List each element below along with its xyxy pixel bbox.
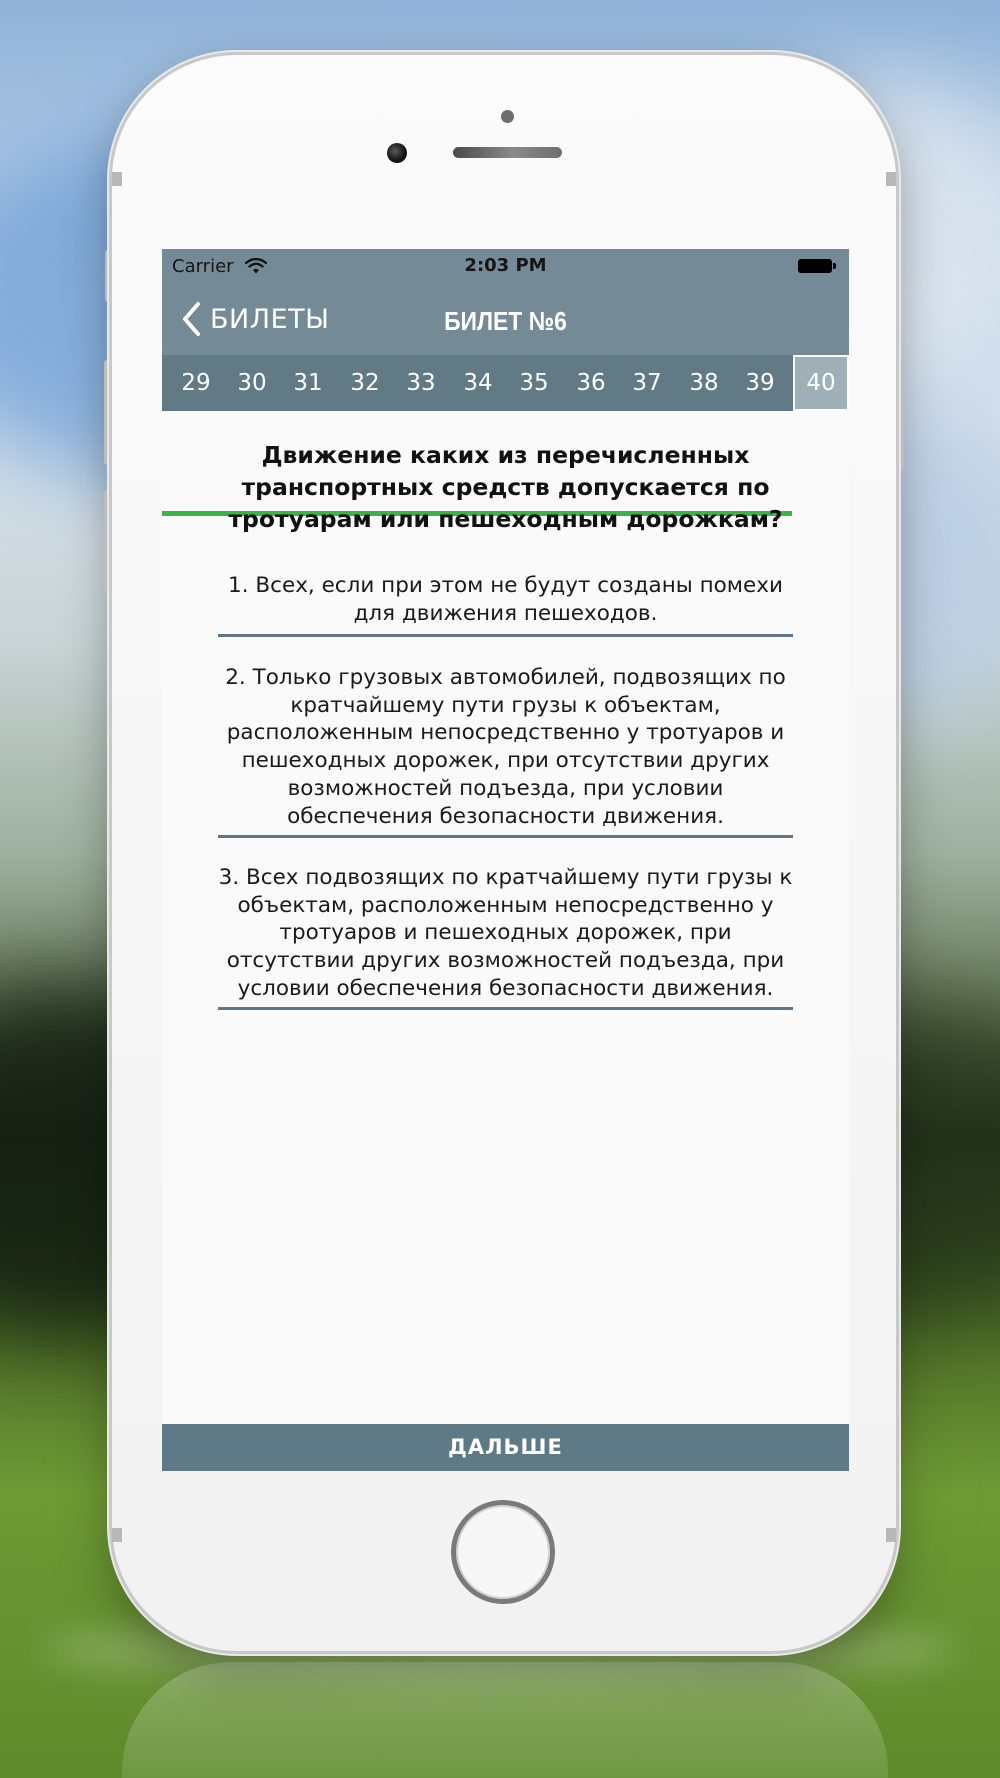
power-button [895, 360, 904, 470]
answer-option-1[interactable]: 1. Всех, если при этом не будут созданы помехи для движения пешеходов. [228, 573, 783, 626]
battery-icon [798, 259, 832, 273]
status-time: 2:03 PM [464, 255, 547, 276]
antenna-band [886, 1528, 896, 1542]
answer-divider [218, 835, 793, 838]
antenna-band [112, 172, 122, 186]
tab-question-29[interactable]: 29 [181, 370, 211, 396]
tab-question-35[interactable]: 35 [519, 370, 549, 396]
back-button-label: БИЛЕТЫ [210, 303, 330, 335]
front-camera [387, 143, 407, 163]
answer-divider [218, 634, 793, 637]
answer-option-2[interactable]: 2. Только грузовых автомобилей, подвозящих по кратчайшему пути грузы к объектам, расположенным непосредственно у тротуаров и пешеходных дорожек, при отсутствии других возможностей подъезда, при условии обеспечения безопасности движения. [225, 665, 786, 829]
next-button[interactable]: ДАЛЬШЕ [162, 1424, 849, 1471]
tab-question-31[interactable]: 31 [293, 370, 323, 396]
home-button [451, 1500, 555, 1604]
antenna-band [886, 172, 896, 186]
tab-question-32[interactable]: 32 [350, 370, 380, 396]
earpiece-speaker [453, 147, 562, 158]
antenna-band [112, 1528, 122, 1542]
tab-question-33[interactable]: 33 [406, 370, 436, 396]
tab-question-36[interactable]: 36 [576, 370, 606, 396]
tab-question-37[interactable]: 37 [632, 370, 662, 396]
tab-question-39[interactable]: 39 [745, 370, 775, 396]
phone-reflection [122, 1662, 888, 1778]
page-title: БИЛЕТ №6 [444, 306, 567, 336]
tab-question-38[interactable]: 38 [689, 370, 719, 396]
question-tab-strip [162, 355, 849, 411]
answer-option-3[interactable]: 3. Всех подвозящих по кратчайшему пути грузы к объектам, расположенным непосредственно у тротуаров и пешеходных дорожек, при отсутствии других возможностей подъезда, при условии обеспечения безопасности движения. [218, 865, 793, 1001]
tab-question-30[interactable]: 30 [237, 370, 267, 396]
tab-question-34[interactable]: 34 [463, 370, 493, 396]
app-screen [162, 249, 849, 1471]
tab-question-40-active[interactable]: 40 [793, 355, 849, 411]
navigation-bar [162, 283, 849, 355]
answer-divider [218, 1007, 793, 1010]
question-text: Движение каких из перечисленных транспортных средств допускается по тротуарам или пешеходным дорожкам? [228, 441, 783, 533]
chevron-left-icon [180, 301, 202, 337]
carrier-label: Carrier [172, 256, 234, 277]
status-bar [162, 249, 849, 283]
proximity-sensor [501, 110, 514, 123]
